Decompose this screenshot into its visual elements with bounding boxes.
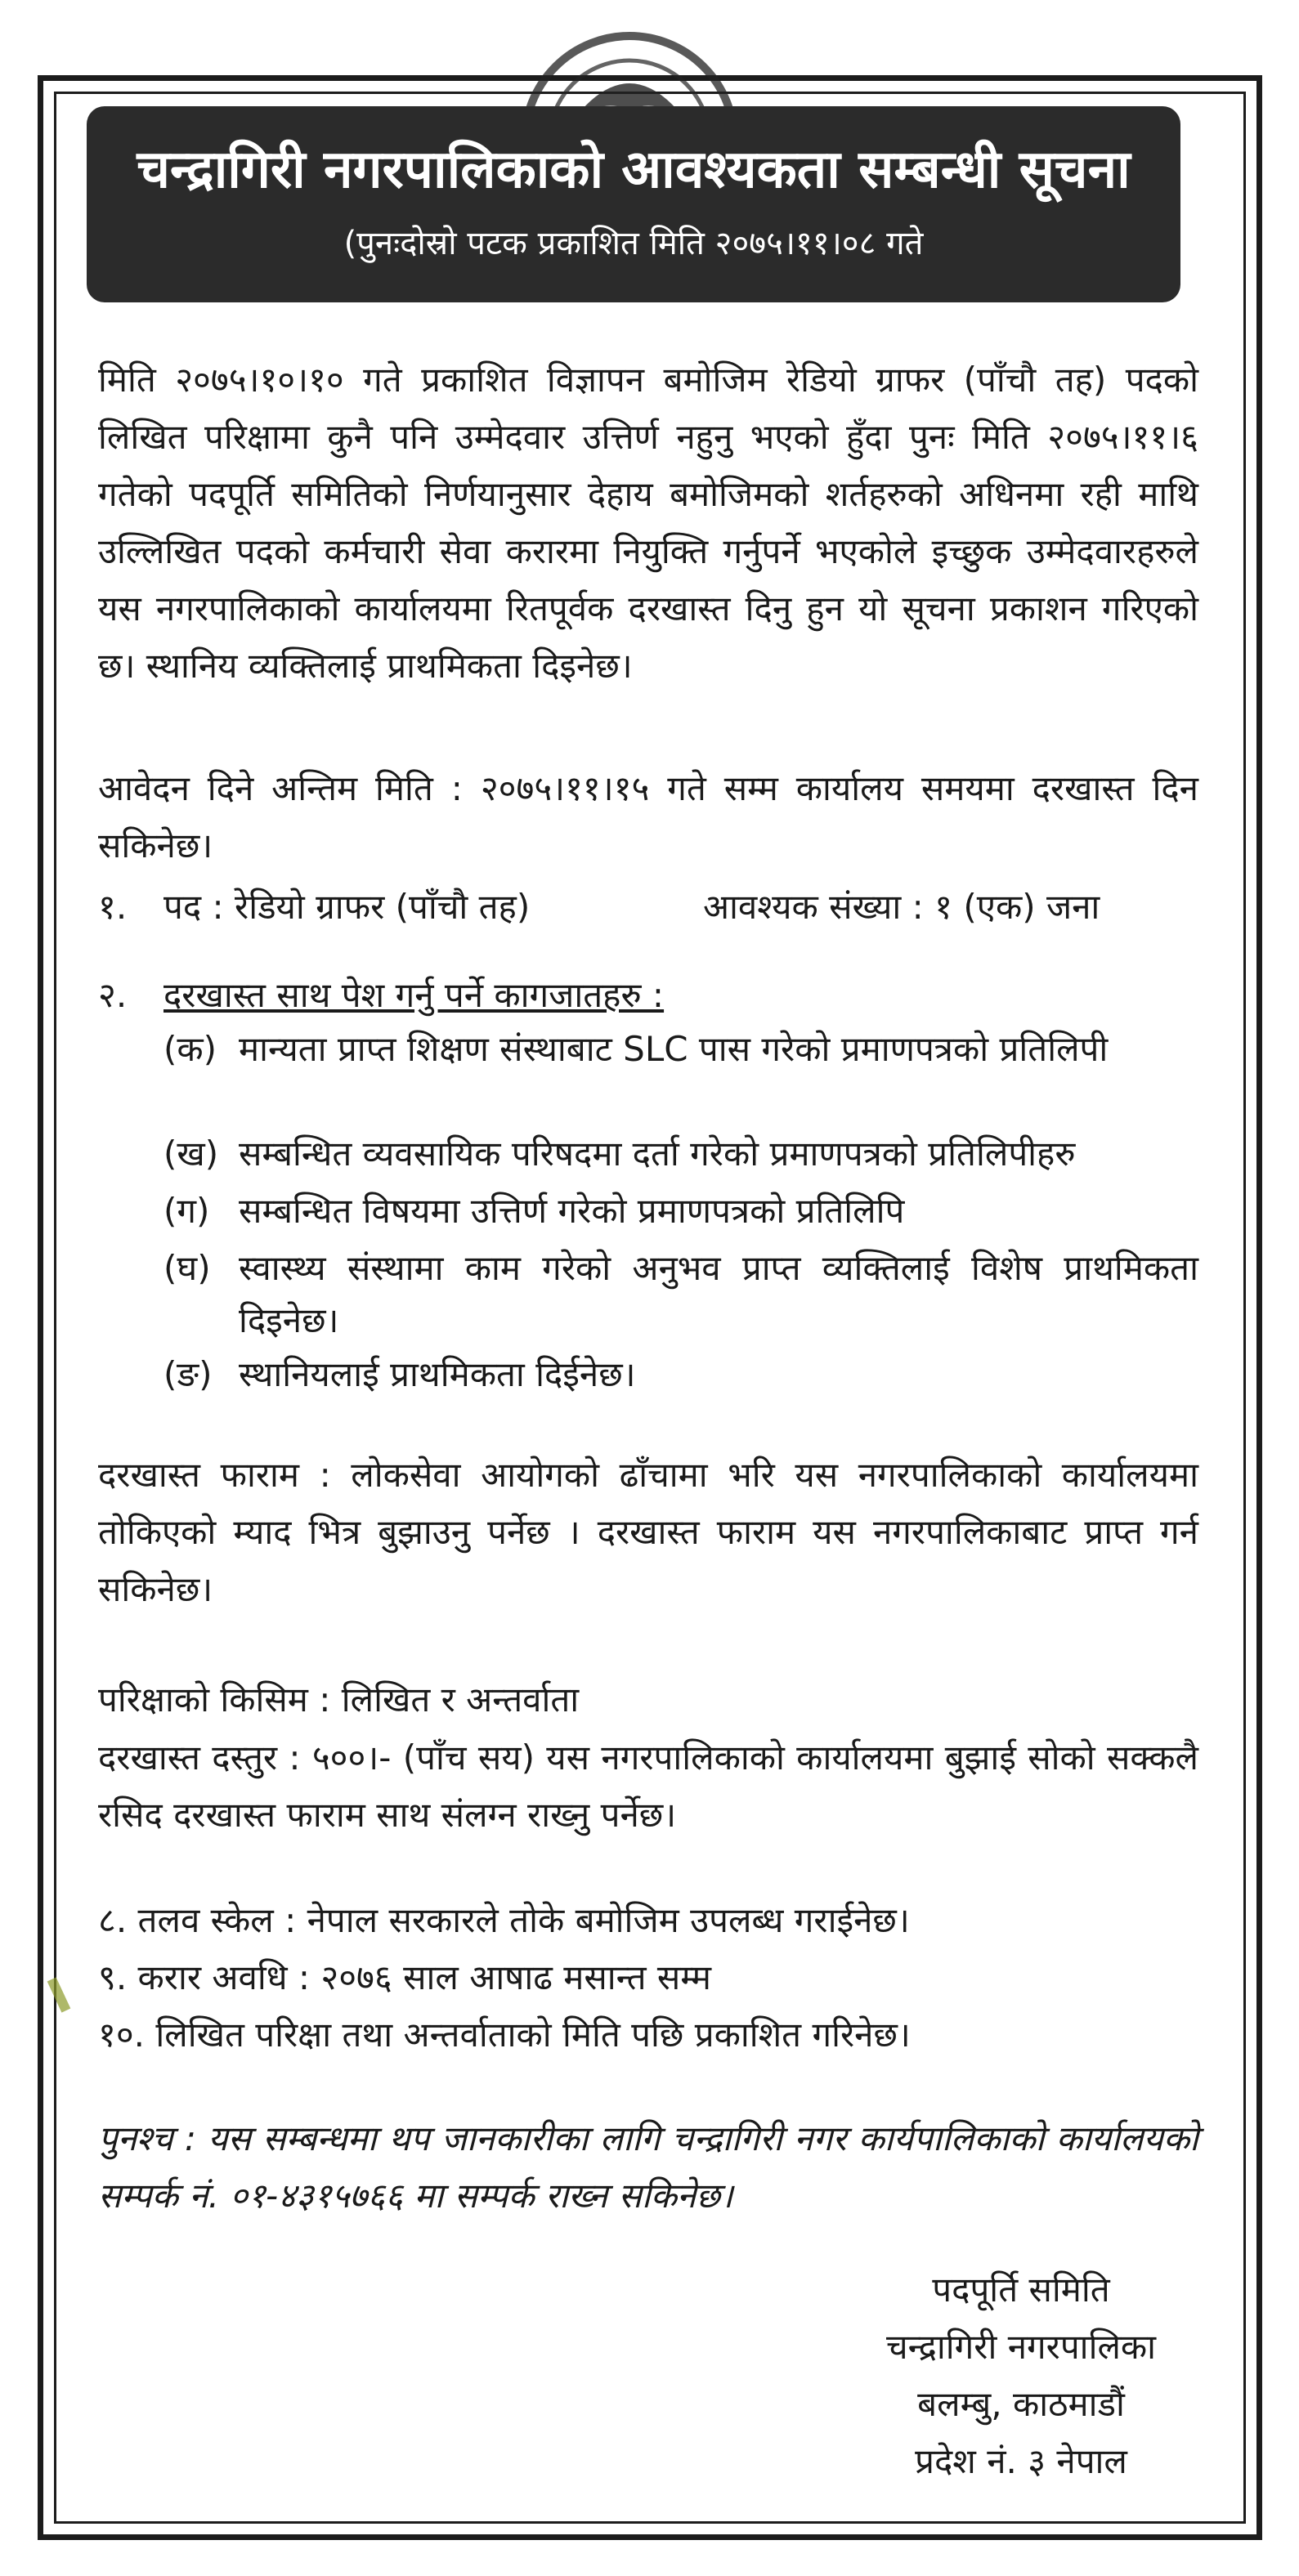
postscript: पुनश्च : यस सम्बन्धमा थप जानकारीका लागि चन्द्रागिरी नगर कार्यपालिकाको कार्यालयको सम्पर्क नं. ०१-४३१५७६६ मा सम्पर्क राख्न सकिनेछ। (98, 2118, 1198, 2216)
item9: ९. करार अवधि : २०७६ साल आषाढ मसान्त सम्म (98, 1957, 711, 1997)
item2-heading: दरखास्त साथ पेश गर्नु पर्ने कागजातहरु : (163, 975, 665, 1015)
signature-committee: पदपूर्ति समिति (932, 2270, 1110, 2310)
item8: ८. तलव स्केल : नेपाल सरकारले तोके बमोजिम उपलब्ध गराईनेछ। (98, 1900, 910, 1940)
signature-address: बलम्बु, काठमाडौं (917, 2384, 1125, 2424)
document-item-text: स्वास्थ्य संस्थामा काम गरेको अनुभव प्राप्त व्यक्तिलाई विशेष प्राथमिकता दिइनेछ। (239, 1248, 1198, 1340)
signature-province: प्रदेश नं. ३ नेपाल (915, 2441, 1127, 2481)
form-note-paragraph: दरखास्त फाराम : लोकसेवा आयोगको ढाँचामा भरि यस नगरपालिकाको कार्यालयमा तोकिएको म्याद भित्र बुझाउनु पर्नेछ । दरखास्त फाराम यस नगरपालिकाबाट प्राप्त गर्न सकिनेछ। (98, 1455, 1198, 1609)
document-item-key: (ग) (163, 1191, 210, 1231)
document-item-ga (163, 1185, 1198, 1237)
document-item-nga (163, 1348, 1198, 1401)
document-item-key: (ङ) (163, 1354, 213, 1394)
exam-type: परिक्षाको किसिम : लिखित र अन्तर्वाता (98, 1679, 580, 1720)
item1-count: आवश्यक संख्या : १ (एक) जना (703, 887, 1100, 927)
document-item-text: मान्यता प्राप्त शिक्षण संस्थाबाट SLC पास गरेको प्रमाणपत्रको प्रतिलिपी (239, 1029, 1109, 1069)
document-item-key: (घ) (163, 1248, 211, 1288)
item1-number: १. (98, 887, 128, 927)
intro-paragraph: मिति २०७५।१०।१० गते प्रकाशित विज्ञापन बमोजिम रेडियो ग्राफर (पाँचौ तह) पदको लिखित परिक्षामा कुनै पनि उम्मेदवार उत्तिर्ण नहुनु भएको हुँदा पुनः मिति २०७५।११।६ गतेको पदपूर्ति समितिको निर्णयानुसार देहाय बमोजिमको शर्तहरुको अधिनमा रही माथि उल्लिखित पदको कर्मचारी सेवा करारमा नियुक्ति गर्नुपर्ने भएकोले इच्छुक उम्मेदवारहरुले यस नगरपालिकाको कार्यालयमा रितपूर्वक दरखास्त दिनु हुन यो सूचना प्रकाशन गरिएको छ। स्थानिय व्यक्तिलाई प्राथमिकता दिइनेछ। (98, 360, 1198, 686)
item2-number: २. (98, 975, 128, 1015)
deadline-paragraph: आवेदन दिने अन्तिम मिति : २०७५।११।१५ गते सम्म कार्यालय समयमा दरखास्त दिन सकिनेछ। (98, 768, 1198, 865)
document-item-kha (163, 1128, 1198, 1180)
document-item-key: (ख) (163, 1134, 219, 1174)
item10: १०. लिखित परिक्षा तथा अन्तर्वाताको मिति पछि प्रकाशित गरिनेछ। (98, 2015, 911, 2055)
fee-paragraph: दरखास्त दस्तुर : ५००।- (पाँच सय) यस नगरपालिकाको कार्यालयमा बुझाई सोको सक्कलै रसिद दरखास्त फाराम साथ संलग्न राख्नु पर्नेछ। (98, 1737, 1198, 1835)
notice-title: चन्द्रागिरी नगरपालिकाको आवश्यकता सम्बन्धी सूचना (137, 140, 1131, 200)
document-item-key: (क) (163, 1029, 217, 1069)
document-item-text: स्थानियलाई प्राथमिकता दिईनेछ। (239, 1354, 636, 1394)
document-item-ka (163, 1023, 1198, 1128)
document-item-text: सम्बन्धित व्यवसायिक परिषदमा दर्ता गरेको प्रमाणपत्रको प्रतिलिपीहरु (239, 1134, 1076, 1174)
signature-municipality: चन्द्रागिरी नगरपालिका (885, 2327, 1157, 2367)
item1-post: पद : रेडियो ग्राफर (पाँचौ तह) (163, 887, 531, 927)
document-item-gha (163, 1242, 1198, 1347)
notice-header (87, 106, 1180, 302)
notice-subtitle: (पुनःदोस्रो पटक प्रकाशित मिति २०७५।११।०८ गते (343, 225, 924, 262)
document-item-text: सम्बन्धित विषयमा उत्तिर्ण गरेको प्रमाणपत्रको प्रतिलिपि (239, 1191, 905, 1231)
